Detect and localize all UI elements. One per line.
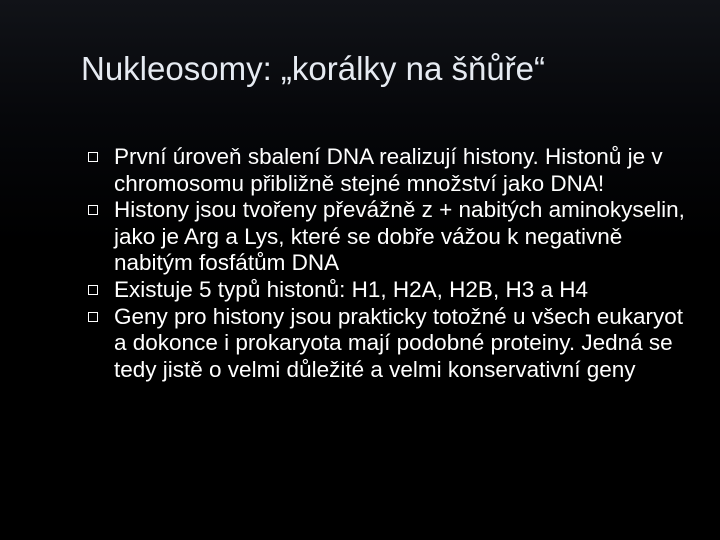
slide-title: Nukleosomy: „korálky na šňůře“ bbox=[81, 50, 545, 87]
bullet-text: Existuje 5 typů histonů: H1, H2A, H2B, H3 a H4 bbox=[114, 276, 588, 302]
square-bullet-icon bbox=[88, 285, 98, 295]
square-bullet-icon bbox=[88, 205, 98, 215]
bullet-text: První úroveň sbalení DNA realizují histony. Histonů je v chromosomu přibližně stejné množství jako DNA! bbox=[114, 144, 663, 196]
bullet-item bbox=[88, 277, 688, 304]
square-bullet-icon bbox=[88, 312, 98, 322]
bullet-item bbox=[88, 144, 688, 197]
bullet-text: Histony jsou tvořeny převážně z + nabitých aminokyselin, jako je Arg a Lys, které se dobře vážou k negativně nabitým fosfátům DNA bbox=[114, 197, 685, 276]
bullet-list bbox=[88, 144, 688, 383]
bullet-item bbox=[88, 304, 688, 384]
bullet-text: Geny pro histony jsou prakticky totožné u všech eukaryot a dokonce i prokaryota mají podobné proteiny. Jedná se tedy jistě o velmi důležité a velmi konservativní geny bbox=[114, 303, 684, 382]
bullet-item bbox=[88, 197, 688, 277]
square-bullet-icon bbox=[88, 152, 98, 162]
